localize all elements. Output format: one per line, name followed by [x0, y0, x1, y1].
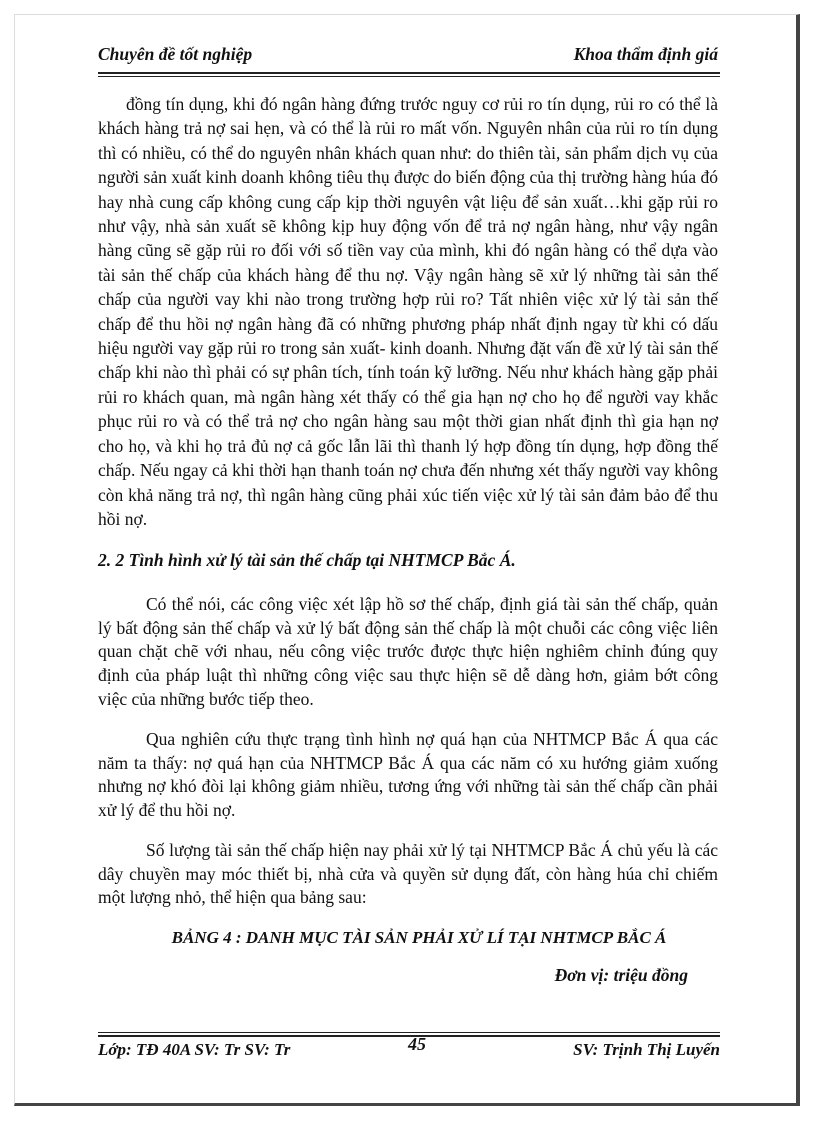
paragraph-continued: đồng tín dụng, khi đó ngân hàng đứng trước nguy cơ rủi ro tín dụng, rủi ro có thể là khách hàng trả nợ sai hẹn, và có thể là rủi ro mất vốn. Nguyên nhân của rủi ro tín dụng thì có nhiều, có thể do nguyên nhân khách quan như: do thiên tài, sản phẩm dịch vụ của người sản xuất kinh doanh không tiêu thụ được do biến động của thị trường hàng húa đó hay nhà cung cấp không cung cấp kịp thời nguyên vật liệu để sản xuất…khi gặp rủi ro như vậy, nhà sản xuất sẽ không kịp huy động vốn để trả nợ ngân hàng, như vậy ngân hàng cũng sẽ gặp rủi ro đối với số tiền vay của mình, khi đó ngân hàng có thể dựa vào tài sản thế chấp của khách hàng để thu nợ. Vậy ngân hàng sẽ xử lý những tài sản thế chấp của người vay khi nào trong trường hợp rủi ro? Tất nhiên việc xử lý tài sản thế chấp để thu hồi nợ ngân hàng đã có những phương pháp nhất định ngay từ khi có dấu hiệu người vay gặp rủi ro trong sản xuất- kinh doanh. Nhưng đặt vấn đề xử lý tài sản thế chấp khi nào thì phải có sự phân tích, tính toán kỹ lưỡng. Nếu như khách hàng gặp phải rủi ro khách quan, mà ngân hàng xét thấy có thể gia hạn nợ cho họ để người vay khắc phục rủi ro và có thể trả nợ cho ngân hàng sau một thời gian nhất định thì gia hạn nợ cho họ, và khi họ trả đủ nợ cả gốc lẫn lãi thì thanh lý hợp đồng tín dụng, hợp đồng thế chấp. Nếu ngay cả khi thời hạn thanh toán nợ chưa đến nhưng xét thấy người vay không còn khả năng trả nợ, thì ngân hàng cũng phải xúc tiến việc xử lý tài sản đảm bảo để thu hồi nợ. [98, 94, 718, 529]
unit-label: Đơn vị: triệu đồng [554, 964, 688, 985]
page-header [98, 44, 718, 65]
paragraph-4: Số lượng tài sản thế chấp hiện nay phải xử lý tại NHTMCP Bắc Á chủ yếu là các dây chuyền may móc thiết bị, nhà cửa và quyền sử dụng đất, còn hàng húa chỉ chiếm một lượng nhỏ, thể hiện qua bảng sau: [98, 839, 718, 908]
footer-student-name: SV: Trịnh Thị Luyến [573, 1040, 720, 1059]
paragraph-2: Có thể nói, các công việc xét lập hồ sơ thế chấp, định giá tài sản thế chấp, quản lý bất động sản thế chấp và xử lý bất động sản thế chấp là một chuỗi các công việc liên quan chặt chẽ với nhau, nếu công việc trước được thực hiện nghiêm chỉnh đúng quy định của pháp luật thì những công việc sau thực hiện sẽ dễ dàng hơn, giảm bớt công việc của những bước tiếp theo. [98, 593, 718, 709]
document-body [98, 92, 718, 987]
header-right: Khoa thẩm định giá [573, 44, 718, 64]
page-number: 45 [408, 1034, 426, 1054]
table-title: BẢNG 4 : DANH MỤC TÀI SẢN PHẢI XỬ LÍ TẠI NHTMCP BẮC Á [171, 928, 667, 948]
header-rule [98, 72, 720, 77]
footer-class-info: Lớp: TĐ 40A SV: Tr SV: Tr [98, 1040, 291, 1059]
paragraph-3: Qua nghiên cứu thực trạng tình hình nợ quá hạn của NHTMCP Bắc Á qua các năm ta thấy: nợ quá hạn của NHTMCP Bắc Á qua các năm có xu hướng giảm xuống nhưng nợ khó đòi lại không giảm nhiều, tương ứng với những tài sản thế chấp cần phải xử lý để thu hồi nợ. [98, 728, 718, 821]
header-left: Chuyên đề tốt nghiệp [98, 44, 253, 64]
section-heading: 2. 2 Tình hình xử lý tài sản thế chấp tại NHTMCP Bắc Á. [98, 550, 516, 571]
